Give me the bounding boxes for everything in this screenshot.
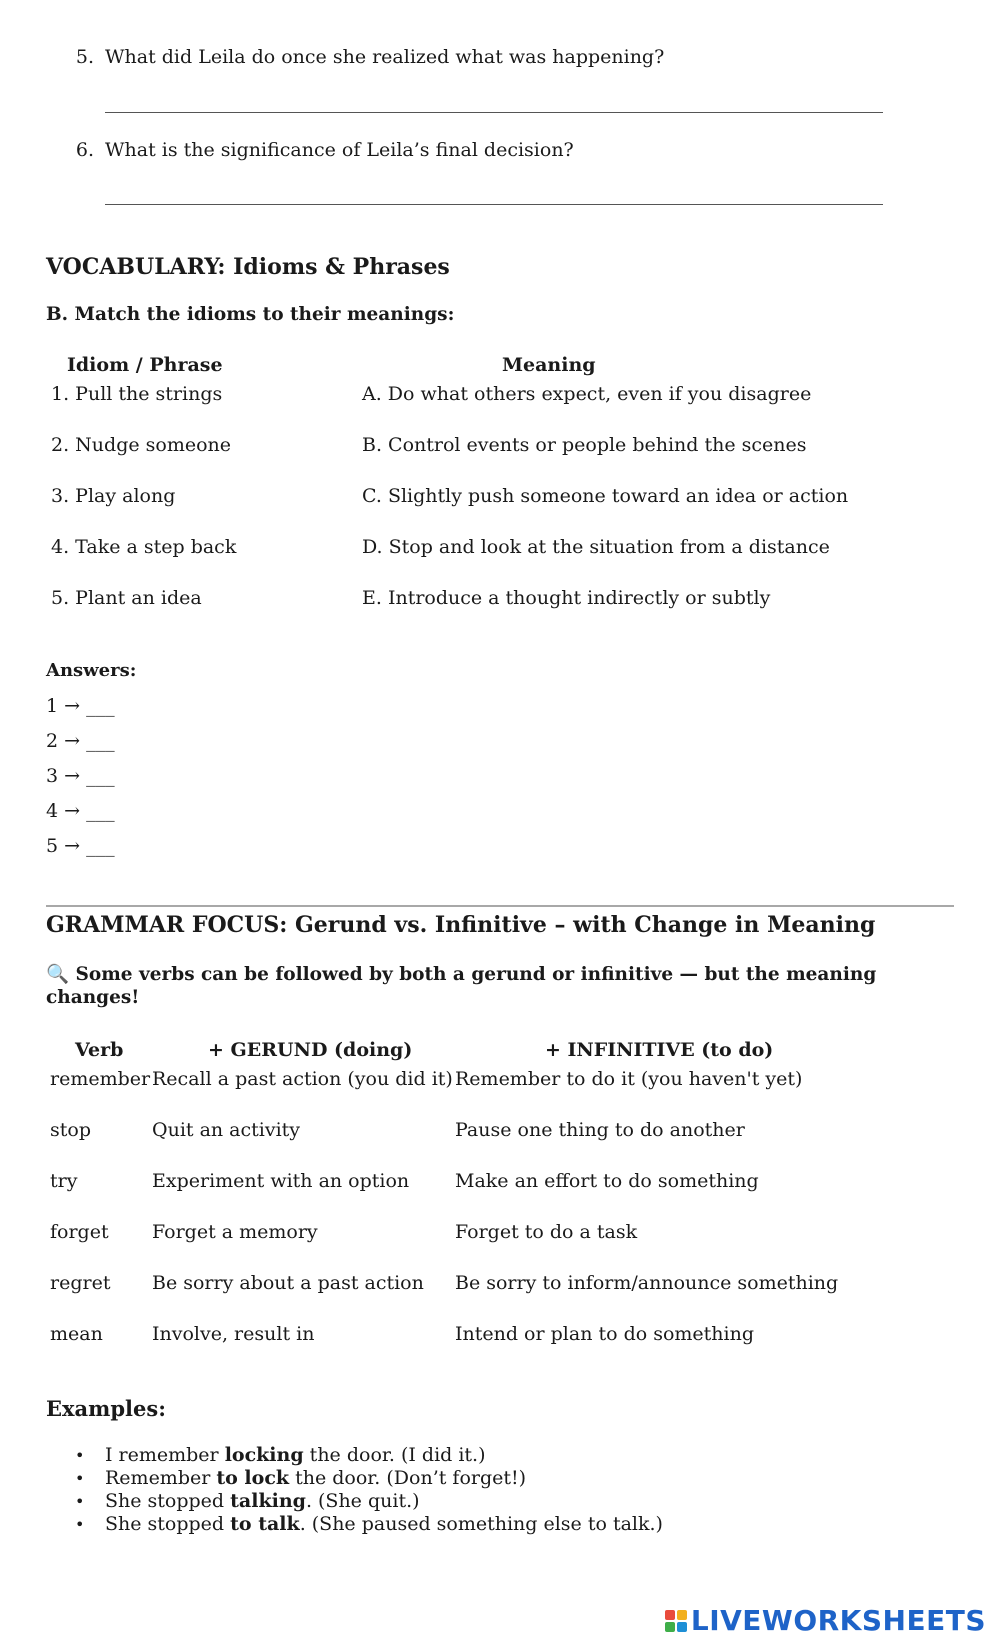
section-divider bbox=[46, 905, 954, 907]
infinitive-cell: Intend or plan to do something bbox=[455, 1323, 755, 1345]
answer-line-6[interactable] bbox=[105, 204, 883, 205]
infinitive-cell: Make an effort to do something bbox=[455, 1170, 759, 1192]
gerund-cell: Forget a memory bbox=[152, 1221, 318, 1243]
idiom-item: 4. Take a step back bbox=[51, 536, 237, 558]
infinitive-column-header: + INFINITIVE (to do) bbox=[545, 1039, 774, 1061]
verb-cell: regret bbox=[50, 1272, 111, 1294]
vocabulary-heading: VOCABULARY: Idioms & Phrases bbox=[46, 254, 450, 280]
answer-blank[interactable]: 5 → ___ bbox=[46, 835, 115, 857]
liveworksheets-logo[interactable] bbox=[665, 1604, 986, 1637]
infinitive-cell: Be sorry to inform/announce something bbox=[455, 1272, 839, 1294]
infinitive-cell: Forget to do a task bbox=[455, 1221, 638, 1243]
question-number: 6. bbox=[75, 139, 94, 161]
example-bold: to talk bbox=[230, 1513, 300, 1535]
question-number: 5. bbox=[75, 46, 94, 68]
logo-square bbox=[665, 1610, 675, 1620]
grammar-note-text: Some verbs can be followed by both a gerund or infinitive — but the meaning bbox=[75, 964, 877, 985]
gerund-column-header: + GERUND (doing) bbox=[208, 1039, 413, 1061]
question-text: What is the significance of Leila’s final decision? bbox=[105, 139, 574, 161]
examples-heading: Examples: bbox=[46, 1396, 166, 1421]
answer-line-5[interactable] bbox=[105, 112, 883, 113]
verb-cell: stop bbox=[50, 1119, 91, 1141]
answer-blank[interactable]: 2 → ___ bbox=[46, 730, 115, 752]
verb-cell: try bbox=[50, 1170, 78, 1192]
gerund-cell: Be sorry about a past action bbox=[152, 1272, 424, 1294]
meaning-item: A. Do what others expect, even if you disagree bbox=[362, 383, 812, 405]
example-text: the door. (Don’t forget!) bbox=[289, 1467, 527, 1489]
gerund-cell: Experiment with an option bbox=[152, 1170, 410, 1192]
list-item bbox=[105, 1467, 663, 1490]
match-instruction: B. Match the idioms to their meanings: bbox=[46, 304, 455, 325]
meaning-item: E. Introduce a thought indirectly or subtly bbox=[362, 587, 771, 609]
example-bold: talking bbox=[230, 1490, 306, 1512]
verb-cell: remember bbox=[50, 1068, 151, 1090]
verb-cell: mean bbox=[50, 1323, 103, 1345]
grammar-note-text-2: changes! bbox=[46, 987, 140, 1008]
example-text: Remember bbox=[105, 1467, 217, 1489]
grammar-heading: GRAMMAR FOCUS: Gerund vs. Infinitive – with Change in Meaning bbox=[46, 912, 876, 938]
logo-square bbox=[677, 1610, 687, 1620]
examples-list bbox=[46, 1444, 663, 1536]
example-bold: to lock bbox=[216, 1467, 290, 1489]
gerund-cell: Quit an activity bbox=[152, 1119, 301, 1141]
meaning-item: B. Control events or people behind the scenes bbox=[362, 434, 807, 456]
answer-blank[interactable]: 4 → ___ bbox=[46, 800, 115, 822]
logo-square bbox=[665, 1622, 675, 1632]
gerund-cell: Recall a past action (you did it) bbox=[152, 1068, 453, 1090]
gerund-cell: Involve, result in bbox=[152, 1323, 315, 1345]
example-text: the door. (I did it.) bbox=[303, 1444, 486, 1466]
list-item bbox=[105, 1444, 663, 1467]
brand-name: LIVEWORKSHEETS bbox=[690, 1604, 986, 1637]
meaning-item: C. Slightly push someone toward an idea or action bbox=[362, 485, 849, 507]
example-text: She stopped bbox=[105, 1513, 231, 1535]
list-item bbox=[105, 1513, 663, 1536]
idiom-item: 3. Play along bbox=[51, 485, 176, 507]
meaning-item: D. Stop and look at the situation from a distance bbox=[362, 536, 830, 558]
idiom-item: 1. Pull the strings bbox=[51, 383, 223, 405]
example-text: . (She paused something else to talk.) bbox=[299, 1513, 663, 1535]
magnifier-icon: 🔍 bbox=[46, 964, 70, 985]
example-text: . (She quit.) bbox=[305, 1490, 420, 1512]
meaning-column-header: Meaning bbox=[502, 354, 596, 376]
answers-label: Answers: bbox=[46, 660, 137, 681]
infinitive-cell: Remember to do it (you haven't yet) bbox=[455, 1068, 803, 1090]
example-text: She stopped bbox=[105, 1490, 231, 1512]
verb-cell: forget bbox=[50, 1221, 109, 1243]
example-bold: locking bbox=[224, 1444, 304, 1466]
list-item bbox=[105, 1490, 663, 1513]
answer-blank[interactable]: 3 → ___ bbox=[46, 765, 115, 787]
logo-square bbox=[677, 1622, 687, 1632]
idiom-column-header: Idiom / Phrase bbox=[67, 354, 223, 376]
answer-blank[interactable]: 1 → ___ bbox=[46, 695, 115, 717]
example-text: I remember bbox=[105, 1444, 225, 1466]
idiom-item: 5. Plant an idea bbox=[51, 587, 202, 609]
verb-column-header: Verb bbox=[75, 1039, 124, 1061]
liveworksheets-logo-icon bbox=[665, 1610, 687, 1632]
question-text: What did Leila do once she realized what was happening? bbox=[105, 46, 665, 68]
idiom-item: 2. Nudge someone bbox=[51, 434, 232, 456]
infinitive-cell: Pause one thing to do another bbox=[455, 1119, 745, 1141]
grammar-note bbox=[46, 963, 876, 1009]
